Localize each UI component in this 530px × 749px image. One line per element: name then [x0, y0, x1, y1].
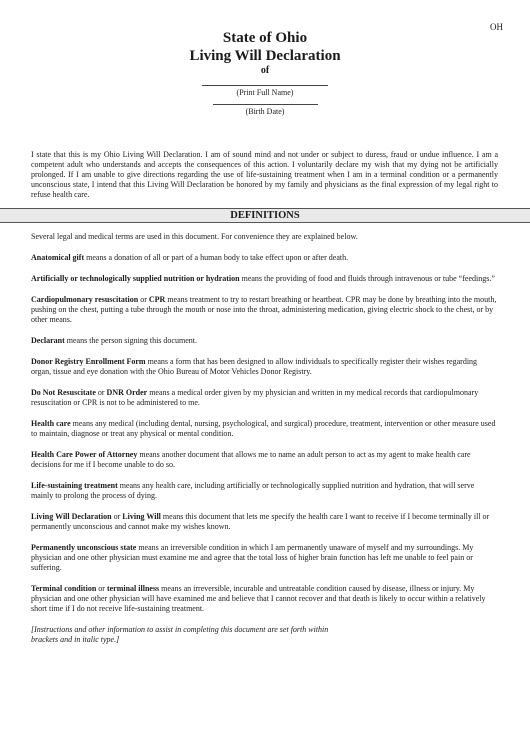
definition-text: means treatment to try to restart breathing or heartbeat. CPR may be done by breathing into the mouth, pushing on the chest, putting a tube through the mouth or nose into the throat, administering medication, giving electric shock to the chest, or by other means.: [31, 295, 497, 324]
print-name-caption: (Print Full Name): [236, 88, 294, 97]
birth-date-caption: (Birth Date): [245, 107, 285, 116]
definition-item: [31, 253, 498, 263]
definition-term: Health Care Power of Attorney: [31, 450, 138, 459]
definition-item: [31, 388, 498, 408]
definition-term-alt: DNR Order: [106, 388, 148, 397]
instructions-note: [31, 625, 498, 645]
print-name-line[interactable]: [202, 85, 328, 86]
definition-text: means any medical (including dental, nursing, psychological, and surgical) procedure, treatment, intervention or other measure used to maintain, diagnose or treat any physical or mental condition.: [31, 419, 496, 438]
definition-text: means the person signing this document.: [64, 336, 197, 345]
definition-text: means a medical order given by my physician and written in my medical records that cardiopulmonary resuscitation or CPR is not to be administered to me.: [31, 388, 479, 407]
note-line-2: brackets and in italic type.]: [31, 635, 120, 644]
definitions-intro: Several legal and medical terms are used in this document. For convenience they are explained below.: [31, 232, 358, 241]
note-line-1: [Instructions and other information to assist in completing this document are set forth within: [31, 625, 329, 634]
definition-term: Permanently unconscious state: [31, 543, 137, 552]
state-code: OH: [490, 22, 503, 32]
definition-term-alt: CPR: [148, 295, 166, 304]
definition-term-alt: Living Will: [122, 512, 161, 521]
birth-date-line[interactable]: [213, 104, 318, 105]
definition-or: or: [111, 512, 123, 521]
definition-term: Health care: [31, 419, 71, 428]
definition-item: [31, 450, 498, 470]
definition-or: or: [138, 295, 149, 304]
definition-term: Anatomical gift: [31, 253, 85, 262]
definition-term: Donor Registry Enrollment Form: [31, 357, 146, 366]
definition-term: Cardiopulmonary resuscitation: [31, 295, 139, 304]
definition-term-alt: terminal illness: [106, 584, 160, 593]
definition-item: [31, 512, 498, 532]
definition-or: or: [95, 388, 107, 397]
definition-text: means a donation of all or part of a human body to take effect upon or after death.: [84, 253, 349, 262]
definition-item: [31, 584, 498, 614]
definition-item: [31, 336, 498, 346]
definition-term: Declarant: [31, 336, 65, 345]
definition-term: Terminal condition: [31, 584, 97, 593]
definition-term: Do Not Resuscitate: [31, 388, 96, 397]
definition-term: Life-sustaining treatment: [31, 481, 118, 490]
definitions-list: [31, 253, 498, 614]
definition-item: [31, 419, 498, 439]
document-title: Living Will Declaration: [189, 48, 341, 64]
definition-item: [31, 543, 498, 573]
definition-item: [31, 481, 498, 501]
of-label: of: [260, 65, 270, 76]
definition-text: means a form that has been designed to allow individuals to specifically register their wishes regarding organ, tissue and eye donation with the Ohio Bureau of Motor Vehicles Donor Registry.: [31, 357, 478, 376]
definitions-section: [31, 232, 498, 645]
intro-paragraph: I state that this is my Ohio Living Will Declaration. I am of sound mind and not under or subject to duress, fraud or undue influence. I am a competent adult who understands and accepts the consequences of this action. I voluntarily declare my wish that my dying not be artificially prolonged. If I am unable to give directions regarding the use of life-sustaining treatment when I am in a terminal condition or a permanently unconscious state, I intend that this Living Will Declaration be honored by my family and physicians as the final expression of my legal right to refuse health care.: [31, 150, 498, 199]
definition-item: [31, 295, 498, 325]
definition-text: means any health care, including artificially or technologically supplied nutrition and hydration, that will serve mainly to prolong the process of dying.: [31, 481, 475, 500]
definition-item: [31, 274, 498, 284]
definition-text: means an irreversible condition in which I am permanently unaware of myself and my surroundings. My physician and one other physician must examine me and agree that the total loss of higher brain function has left me unable to feel pain or suffering.: [31, 543, 474, 572]
definition-text: means this document that lets me specify the health care I want to receive if I become terminally ill or permanently unconscious and cannot make my wishes known.: [31, 512, 490, 531]
definition-text: means another document that allows me to name an adult person to act as my agent to make health care decisions for me if I become unable to do so.: [31, 450, 471, 469]
definition-term: Artificially or technologically supplied nutrition or hydration: [31, 274, 240, 283]
definition-item: [31, 357, 498, 377]
document-title-state: State of Ohio: [222, 30, 308, 46]
definitions-header: DEFINITIONS: [0, 208, 530, 223]
definition-or: or: [96, 584, 107, 593]
title-block: [0, 0, 530, 117]
definition-term: Living Will Declaration: [31, 512, 112, 521]
definition-text: means the providing of food and fluids through intravenous or tube “feedings.”: [239, 274, 495, 283]
definition-text: means an irreversible, incurable and untreatable condition caused by disease, illness or injury. My physician and one other physician will have examined me and believe that I cannot recover and that death is likely to occur within a relatively short time if I do not receive life-sustaining treatment.: [31, 584, 486, 613]
